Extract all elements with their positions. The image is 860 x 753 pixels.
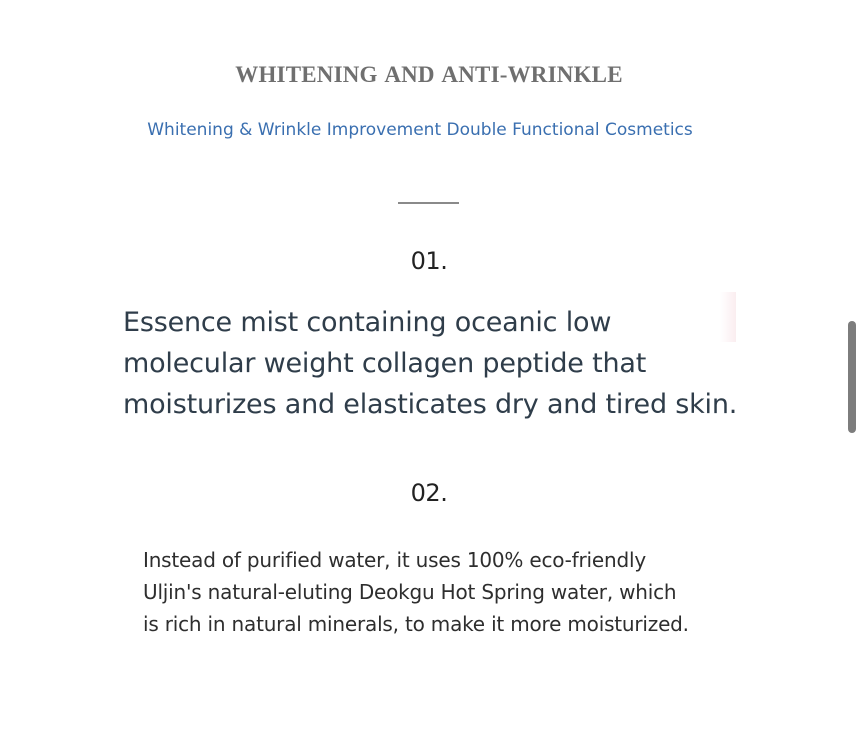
feature-number-2: 02. xyxy=(410,479,448,507)
divider xyxy=(398,202,459,204)
scrollbar-thumb[interactable] xyxy=(848,321,856,433)
feature-number-1: 01. xyxy=(410,247,448,275)
feature-text-1: Essence mist containing oceanic low molecular weight collagen peptide that moisturizes and elasticates dry and tired skin. xyxy=(123,307,738,420)
vertical-scrollbar[interactable] xyxy=(844,0,860,753)
feature-text-2: Instead of purified water, it uses 100% eco-friendly Uljin's natural-eluting Deokgu Hot Spring water, which is rich in natural minerals, to make it more moisturized. xyxy=(143,548,689,636)
section-subtitle: Whitening & Wrinkle Improvement Double Functional Cosmetics xyxy=(147,120,693,140)
section-title: WHITENING AND ANTI-WRINKLE xyxy=(235,62,623,87)
image-edge-fragment xyxy=(720,292,736,342)
